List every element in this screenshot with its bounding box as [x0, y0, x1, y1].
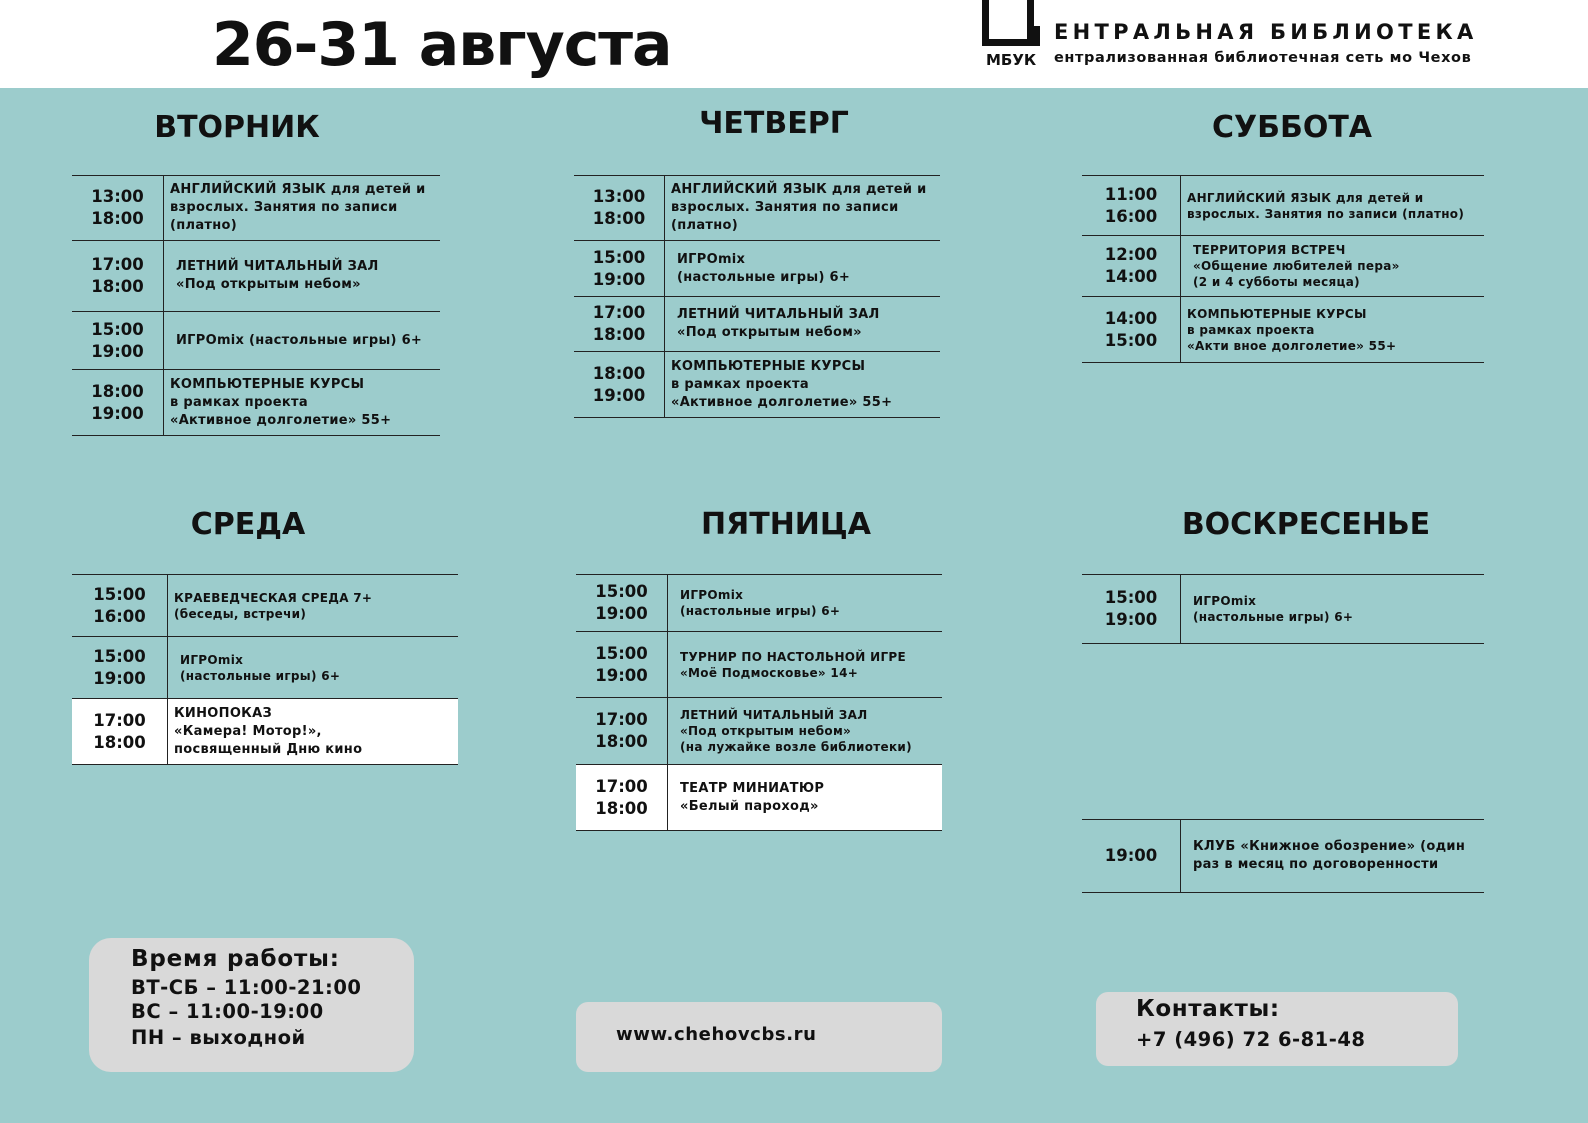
time-cell — [72, 575, 168, 636]
event-line: (настольные игры) 6+ — [677, 269, 851, 285]
event-line: «Общение любителей пера» — [1193, 259, 1400, 273]
event-line: ИГРОmix — [1193, 594, 1257, 608]
time-cell — [576, 765, 668, 830]
logo-mbuk: МБУК — [986, 51, 1037, 69]
logo-title: ЕНТРАЛЬНАЯ БИБЛИОТЕКА — [1054, 20, 1478, 44]
schedule-table — [1082, 574, 1484, 644]
event-cell — [164, 176, 440, 240]
time-start: 13:00 — [592, 187, 646, 206]
event-cell — [168, 699, 458, 764]
schedule-row-highlighted — [576, 765, 942, 831]
time-end: 18:00 — [595, 798, 648, 818]
event-line: АНГЛИЙСКИЙ ЯЗЫК для детей и — [1187, 190, 1424, 205]
time-start: 19:00 — [1104, 846, 1158, 865]
event-line: ЛЕТНИЙ ЧИТАЛЬНЫЙ ЗАЛ — [680, 708, 868, 722]
time-cell — [72, 699, 168, 764]
time-cell — [1082, 820, 1181, 892]
library-logo — [982, 0, 1542, 70]
event-line: взрослых. Занятия по записи (платно) — [1187, 206, 1465, 221]
time-end: 19:00 — [592, 269, 646, 289]
event-line: КОМПЬЮТЕРНЫЕ КУРСЫ — [1187, 306, 1367, 321]
event-cell — [668, 698, 942, 764]
time-end: 19:00 — [1104, 610, 1158, 629]
schedule-row — [1082, 236, 1484, 297]
time-end: 19:00 — [592, 385, 646, 405]
schedule-table — [1082, 819, 1484, 893]
event-cell — [1181, 176, 1484, 235]
time-end: 16:00 — [1104, 206, 1158, 226]
time-end: 19:00 — [595, 665, 648, 685]
time-start: 18:00 — [592, 363, 646, 383]
event-line: ТЕРРИТОРИЯ ВСТРЕЧ — [1193, 243, 1346, 257]
event-line: «Активное долголетие» 55+ — [170, 412, 392, 428]
time-start: 17:00 — [595, 776, 648, 796]
schedule-row — [72, 637, 458, 699]
time-end: 16:00 — [93, 606, 146, 626]
contacts-title: Контакты: — [1136, 996, 1280, 1022]
schedule-row — [72, 241, 440, 312]
event-line: в рамках проекта — [671, 376, 809, 392]
time-end: 15:00 — [1104, 330, 1158, 350]
event-cell — [668, 765, 942, 830]
schedule-row — [72, 575, 458, 637]
schedule-row — [1082, 297, 1484, 363]
event-line: ЛЕТНИЙ ЧИТАЛЬНЫЙ ЗАЛ — [176, 259, 379, 274]
time-cell — [1082, 176, 1181, 235]
time-cell — [72, 176, 164, 240]
event-cell — [665, 241, 940, 296]
schedule-row — [574, 352, 940, 418]
time-cell — [574, 297, 665, 351]
time-end: 18:00 — [91, 209, 144, 228]
time-cell — [72, 241, 164, 311]
event-cell — [164, 312, 440, 369]
logo-mark-icon — [982, 0, 1034, 46]
event-line: КОМПЬЮТЕРНЫЕ КУРСЫ — [671, 358, 866, 374]
time-cell — [574, 352, 665, 417]
schedule-row — [1082, 176, 1484, 236]
working-hours-box — [89, 938, 414, 1072]
event-cell — [665, 352, 940, 417]
time-start: 17:00 — [595, 710, 648, 729]
event-cell — [168, 575, 458, 636]
event-cell — [1181, 236, 1484, 296]
event-line: АНГЛИЙСКИЙ ЯЗЫК для детей и — [671, 182, 927, 197]
schedule-row — [576, 632, 942, 698]
time-cell — [1082, 575, 1181, 643]
time-end: 18:00 — [592, 209, 646, 228]
time-end: 19:00 — [91, 403, 144, 423]
event-line: «Под открытым небом» — [176, 277, 361, 292]
working-hours-line: ВС – 11:00-19:00 — [131, 1000, 324, 1023]
event-line: (на лужайке возле библиотеки) — [680, 740, 912, 754]
event-line: ТУРНИР ПО НАСТОЛЬНОЙ ИГРЕ — [680, 649, 906, 664]
event-line: КЛУБ «Книжное обозрение» (один — [1193, 839, 1466, 854]
schedule-table — [1082, 175, 1484, 363]
event-cell — [1181, 575, 1484, 643]
time-end: 14:00 — [1104, 267, 1158, 286]
event-line: «Активное долголетие» 55+ — [671, 394, 893, 410]
event-line: АНГЛИЙСКИЙ ЯЗЫК для детей и — [170, 182, 426, 197]
time-cell — [1082, 236, 1181, 296]
event-line: в рамках проекта — [170, 394, 308, 410]
event-line: ИГРОmix — [680, 588, 744, 602]
event-line: посвященный Дню кино — [174, 741, 363, 757]
time-cell — [1082, 297, 1181, 362]
page-header — [0, 0, 1588, 88]
day-title: ЧЕТВЕРГ — [699, 106, 849, 141]
time-start: 13:00 — [91, 187, 144, 206]
event-cell — [1181, 820, 1484, 892]
time-cell — [576, 698, 668, 764]
schedule-row — [576, 575, 942, 632]
event-line: взрослых. Занятия по записи — [170, 200, 398, 215]
time-cell — [574, 176, 665, 240]
time-end: 18:00 — [595, 732, 648, 751]
event-line: в рамках проекта — [1187, 322, 1315, 337]
logo-subtitle: ентрализованная библиотечная сеть мо Чехов — [1054, 50, 1472, 66]
time-end: 19:00 — [595, 604, 648, 623]
time-start: 11:00 — [1104, 184, 1158, 204]
event-line: ИГРОmix — [677, 251, 746, 267]
event-line: «Под открытым небом» — [677, 325, 862, 340]
event-line: ИГРОmix — [180, 652, 244, 667]
event-line: раз в месяц по договоренности — [1193, 857, 1439, 872]
event-line: (платно) — [170, 218, 238, 233]
time-start: 15:00 — [592, 247, 646, 267]
schedule-row — [574, 176, 940, 241]
event-line: (платно) — [671, 218, 739, 233]
schedule-row — [1082, 820, 1484, 893]
schedule-row — [576, 698, 942, 765]
schedule-table — [574, 175, 940, 418]
event-line: «Моё Подмосковье» 14+ — [680, 665, 859, 680]
time-start: 15:00 — [91, 319, 144, 339]
event-cell — [668, 575, 942, 631]
day-title: ВТОРНИК — [154, 110, 320, 145]
event-line: «Белый пароход» — [680, 798, 819, 814]
time-start: 12:00 — [1104, 245, 1158, 264]
event-line: (беседы, встречи) — [174, 606, 307, 621]
website-link[interactable]: www.chehovcbs.ru — [616, 1024, 817, 1045]
time-cell — [576, 632, 668, 697]
time-start: 17:00 — [592, 303, 646, 322]
event-cell — [164, 241, 440, 311]
contacts-phone[interactable]: +7 (496) 72 6-81-48 — [1136, 1028, 1366, 1051]
event-line: КИНОПОКАЗ — [174, 705, 272, 721]
time-start: 15:00 — [595, 582, 648, 601]
time-end: 18:00 — [93, 732, 146, 752]
time-start: 15:00 — [93, 646, 146, 666]
contacts-box — [1096, 992, 1458, 1066]
event-line: «Под открытым небом» — [680, 724, 852, 738]
schedule-row — [72, 370, 440, 436]
schedule-row — [72, 312, 440, 370]
event-line: (настольные игры) 6+ — [180, 668, 341, 683]
schedule-row — [72, 176, 440, 241]
event-line: ИГРОmix (настольные игры) 6+ — [176, 332, 423, 348]
event-cell — [164, 370, 440, 435]
time-start: 15:00 — [595, 643, 648, 663]
event-line: КРАЕВЕДЧЕСКАЯ СРЕДА 7+ — [174, 590, 373, 605]
event-line: ТЕАТР МИНИАТЮР — [680, 780, 825, 796]
schedule-table — [72, 574, 458, 765]
website-box — [576, 1002, 942, 1072]
schedule-row — [1082, 575, 1484, 644]
time-end: 19:00 — [93, 668, 146, 688]
time-end: 18:00 — [91, 277, 144, 296]
time-end: 19:00 — [91, 341, 144, 361]
time-start: 15:00 — [1104, 588, 1158, 607]
date-range-title: 26-31 августа — [212, 10, 672, 80]
time-cell — [576, 575, 668, 631]
event-cell — [665, 297, 940, 351]
event-cell — [1181, 297, 1484, 362]
event-line: «Акти вное долголетие» 55+ — [1187, 338, 1397, 353]
event-line: взрослых. Занятия по записи — [671, 200, 899, 215]
event-line: ЛЕТНИЙ ЧИТАЛЬНЫЙ ЗАЛ — [677, 307, 880, 322]
working-hours-line: ПН – выходной — [131, 1026, 306, 1049]
time-start: 17:00 — [93, 710, 146, 730]
working-hours-line: ВТ-СБ – 11:00-21:00 — [131, 976, 362, 999]
time-start: 15:00 — [93, 584, 146, 604]
schedule-table — [576, 574, 942, 831]
time-end: 18:00 — [592, 325, 646, 344]
event-line: (настольные игры) 6+ — [680, 604, 841, 618]
day-title: СРЕДА — [190, 507, 306, 542]
time-cell — [72, 370, 164, 435]
event-line: «Камера! Мотор!», — [174, 723, 322, 739]
day-title: ПЯТНИЦА — [701, 507, 871, 542]
day-title: СУББОТА — [1211, 110, 1373, 145]
day-title: ВОСКРЕСЕНЬЕ — [1181, 507, 1431, 542]
schedule-row — [574, 297, 940, 352]
event-line: (2 и 4 субботы месяца) — [1193, 275, 1360, 289]
schedule-row-highlighted — [72, 699, 458, 765]
working-hours-title: Время работы: — [131, 946, 340, 972]
event-cell — [668, 632, 942, 697]
time-cell — [72, 312, 164, 369]
time-start: 14:00 — [1104, 308, 1158, 328]
schedule-table — [72, 175, 440, 436]
time-cell — [574, 241, 665, 296]
time-cell — [72, 637, 168, 698]
event-line: (настольные игры) 6+ — [1193, 610, 1354, 624]
schedule-row — [574, 241, 940, 297]
event-cell — [665, 176, 940, 240]
time-start: 17:00 — [91, 255, 144, 274]
event-line: КОМПЬЮТЕРНЫЕ КУРСЫ — [170, 376, 365, 392]
time-start: 18:00 — [91, 381, 144, 401]
event-cell — [168, 637, 458, 698]
